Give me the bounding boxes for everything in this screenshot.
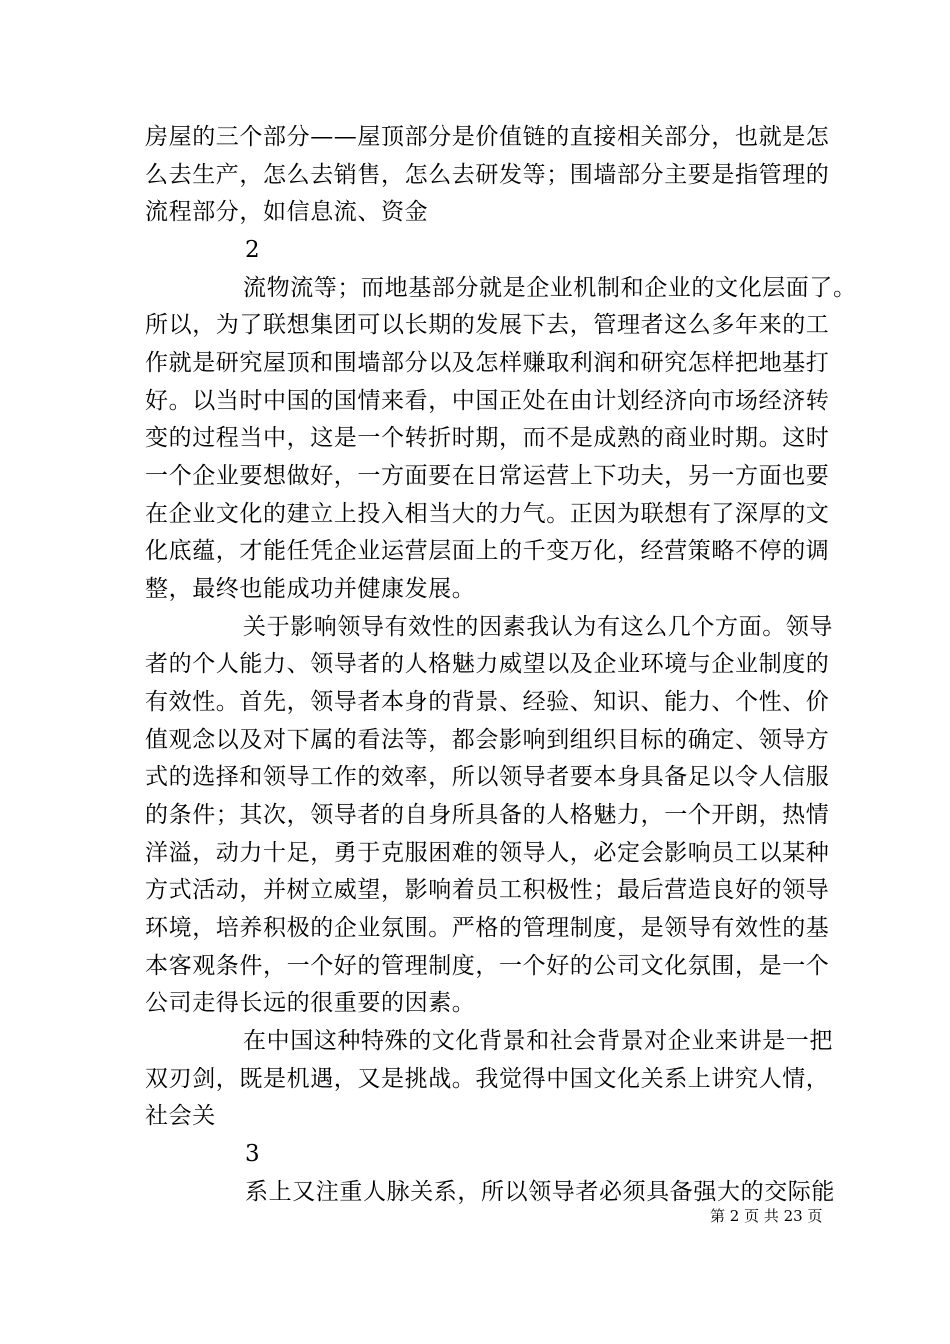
- page-footer: 第 2 页 共 23 页: [710, 1207, 823, 1225]
- text-line: 变的过程当中，这是一个转折时期，而不是成熟的商业时期。这时: [145, 425, 830, 451]
- text-line: 的条件；其次，领导者的自身所具备的人格魅力，一个开朗，热情: [145, 802, 830, 828]
- text-line: 好。以当时中国的国情来看，中国正处在由计划经济向市场经济转: [145, 388, 830, 414]
- text-line: 式的选择和领导工作的效率，所以领导者要本身具备足以令人信服: [145, 764, 830, 790]
- text-line: 有效性。首先，领导者本身的背景、经验、知识、能力、个性、价: [145, 689, 830, 715]
- text-line: 在中国这种特殊的文化背景和社会背景对企业来讲是一把: [243, 1028, 833, 1054]
- text-line: 一个企业要想做好，一方面要在日常运营上下功夫，另一方面也要: [145, 463, 830, 489]
- text-line: 环境，培养积极的企业氛围。严格的管理制度，是领导有效性的基: [145, 915, 830, 941]
- text-line: 本客观条件，一个好的管理制度，一个好的公司文化氛围，是一个: [145, 953, 830, 979]
- inline-page-number: 3: [245, 1141, 260, 1167]
- text-line: 整，最终也能成功并健康发展。: [145, 576, 476, 602]
- text-line: 流物流等；而地基部分就是企业机制和企业的文化层面了。: [243, 275, 857, 301]
- text-line: 化底蕴，才能任凭企业运营层面上的千变万化，经营策略不停的调: [145, 538, 830, 564]
- text-line: 值观念以及对下属的看法等，都会影响到组织目标的确定、领导方: [145, 727, 830, 753]
- text-line: 在企业文化的建立上投入相当大的力气。正因为联想有了深厚的文: [145, 501, 830, 527]
- text-line: 公司走得长远的很重要的因素。: [145, 990, 476, 1016]
- text-line: 双刃剑，既是机遇，又是挑战。我觉得中国文化关系上讲究人情，: [145, 1066, 830, 1092]
- text-line: 房屋的三个部分——屋顶部分是价值链的直接相关部分，也就是怎: [145, 124, 830, 150]
- text-line: 洋溢，动力十足，勇于克服困难的领导人，必定会影响员工以某种: [145, 840, 830, 866]
- text-line: 方式活动，并树立威望，影响着员工积极性；最后营造良好的领导: [145, 877, 830, 903]
- text-line: 社会关: [145, 1103, 216, 1129]
- text-line: 所以，为了联想集团可以长期的发展下去，管理者这么多年来的工: [145, 312, 830, 338]
- text-line: 者的个人能力、领导者的人格魅力威望以及企业环境与企业制度的: [145, 651, 830, 677]
- text-line: 关于影响领导有效性的因素我认为有这么几个方面。领导: [243, 614, 833, 640]
- text-line: 流程部分，如信息流、资金: [145, 199, 429, 225]
- inline-page-number: 2: [245, 237, 260, 263]
- text-line: 作就是研究屋顶和围墙部分以及怎样赚取利润和研究怎样把地基打: [145, 350, 830, 376]
- text-line: 么去生产，怎么去销售，怎么去研发等；围墙部分主要是指管理的: [145, 162, 830, 188]
- text-line: 系上又注重人脉关系，所以领导者必须具备强大的交际能: [245, 1179, 835, 1205]
